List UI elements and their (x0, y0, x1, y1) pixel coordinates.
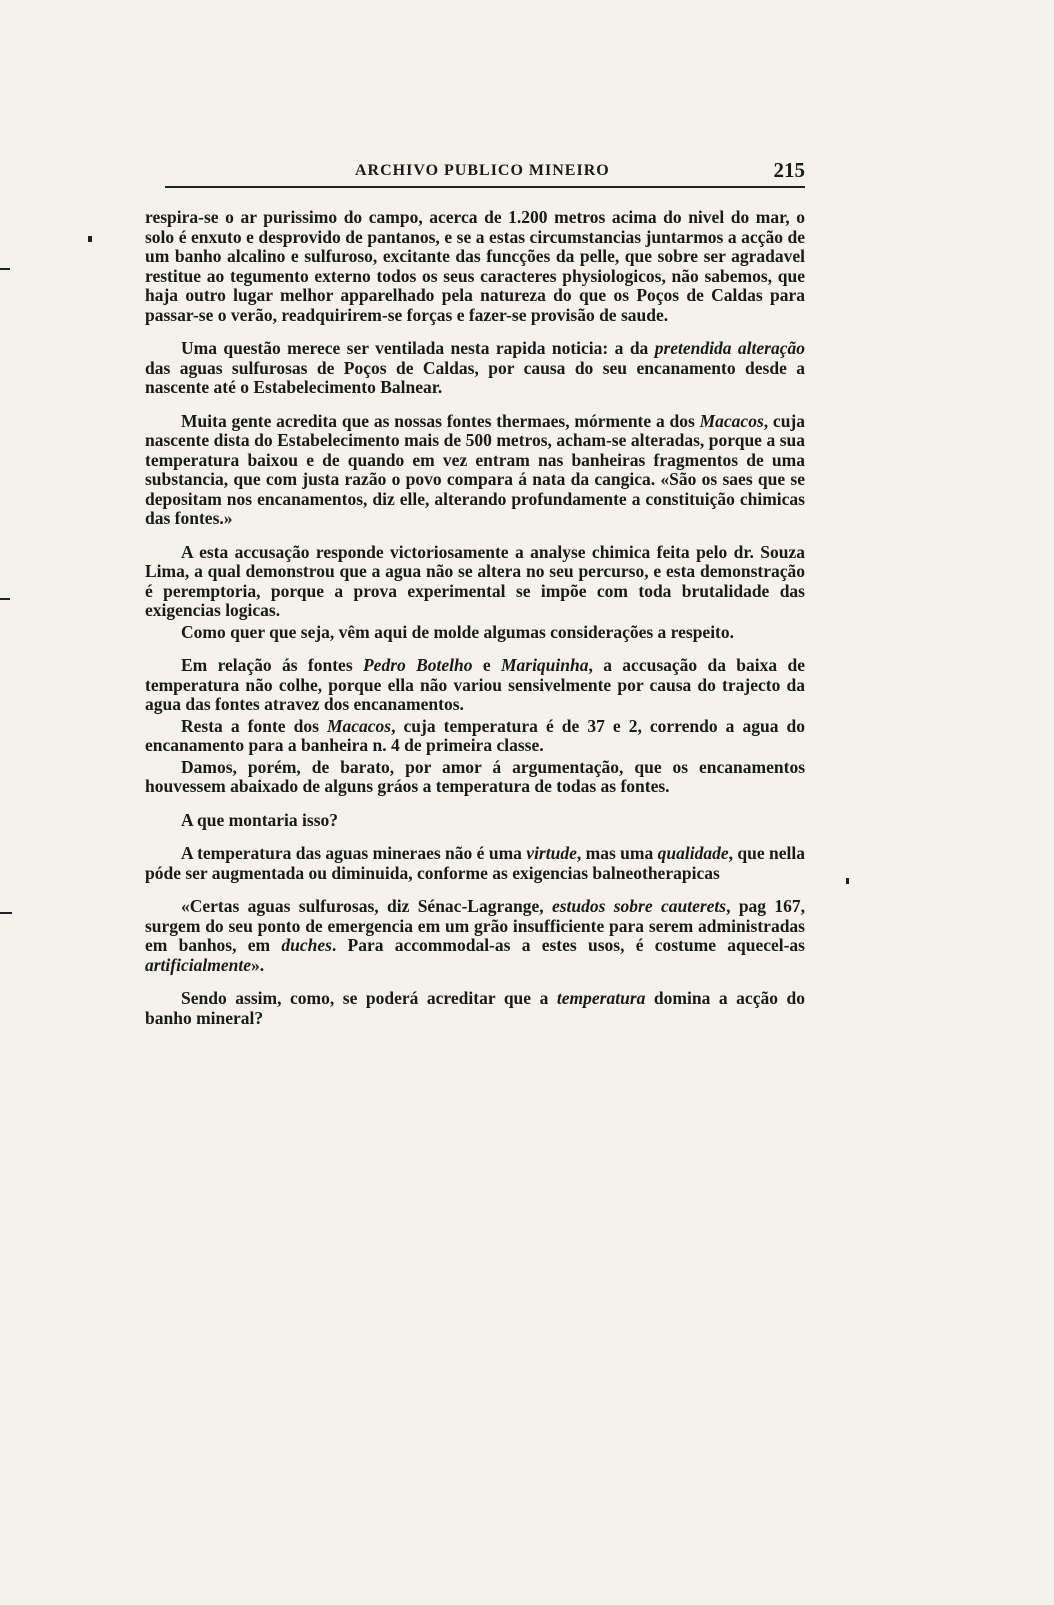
paragraph (145, 897, 805, 975)
text-run: A temperatura das aguas mineraes não é uma (181, 843, 527, 863)
paragraph (145, 989, 805, 1028)
margin-mark (0, 268, 10, 270)
text-run: Muita gente acredita que as nossas fontes thermaes, mórmente a dos (181, 410, 700, 431)
text-run: , a accusação da baixa de temperatura não colhe, porque ella não variou sensivelmente por causa do trajecto da agua das fontes atravez dos encanamentos. (145, 655, 805, 714)
italic-text: estudos sobre cauterets (551, 896, 727, 916)
text-run: domina a acção do banho mineral? (145, 988, 805, 1028)
paragraph (145, 623, 805, 643)
text-run: e (472, 655, 501, 675)
text-run: . Para accommodal-as a estes usos, é costume aquecel-as (331, 935, 805, 955)
text-run: respira-se o ar purissimo do campo, acerca de 1.200 metros acima do nivel do mar, o solo é enxuto e desprovido de pantanos, e se a estas circumstancias juntarmos a acção de um banho alcalino e sulfuroso, excitante das funcções da pelle, que sobre ser agradavel restitue ao tegumento externo todos os seus caracteres physiologicos, não sabemos, que haja outro lugar melhor apparelhado pela natureza do que os Poços de Caldas para passar-se o verão, readquirirem-se forças e fazer-se provisão de saude. (145, 207, 805, 325)
italic-text: duches (281, 935, 332, 955)
margin-dot (88, 236, 92, 242)
text-run: , cuja nascente dista do Estabelecimento mais de 500 metros, acham-se alteradas, porque a sua temperatura baixou e de quando em vez entram nas banheiras fragmentos de uma substancia, que com justa razão o povo compara á nata da cangica. «São os saes que se depositam nos encanamentos, diz elle, alterando profundamente a constituição chimicas das fontes.» (145, 410, 806, 528)
italic-text: pretendida alteração (654, 338, 806, 358)
paragraph (145, 339, 805, 398)
paragraph (145, 543, 805, 621)
margin-mark (0, 598, 10, 600)
text-run: Como quer que seja, vêm aqui de molde algumas considerações a respeito. (181, 621, 735, 642)
text-run: , que nella póde ser augmentada ou diminuida, conforme as exigencias balneotherapicas (145, 843, 805, 883)
text-run: A que montaria isso? (181, 809, 339, 830)
paragraph (145, 656, 805, 715)
italic-text: virtude (526, 843, 577, 863)
body-text (145, 208, 805, 1042)
text-run: ». (250, 954, 265, 975)
margin-mark (0, 912, 12, 914)
text-run: «Certas aguas sulfurosas, diz Sénac-Lagrange, (181, 896, 552, 916)
paragraph (145, 412, 805, 529)
paragraph (145, 758, 805, 797)
italic-text: Macacos (699, 410, 764, 431)
text-run: , mas uma (576, 843, 658, 863)
italic-text: qualidade (657, 843, 729, 863)
running-header (165, 158, 805, 186)
paragraph (145, 717, 805, 756)
margin-dot (846, 878, 849, 884)
header-rule (165, 186, 805, 188)
text-run: , cuja temperatura é de 37 e 2, correndo a agua do encanamento para a banheira n. 4 de primeira classe. (145, 715, 805, 755)
italic-text: Mariquinha (500, 655, 589, 675)
paragraph (145, 844, 805, 883)
italic-text: Macacos (326, 715, 392, 736)
italic-text: artificialmente (145, 954, 251, 975)
text-run: Damos, porém, de barato, por amor á argumentação, que os encanamentos houvessem abaixado de alguns gráos a temperatura de todas as fontes. (145, 756, 805, 796)
text-run: Sendo assim, como, se poderá acreditar que a (181, 988, 557, 1008)
text-run: , pag 167, surgem do seu ponto de emergencia em um grão insufficiente para serem administradas em banhos, em (145, 896, 806, 955)
text-run: Uma questão merece ser ventilada nesta rapida noticia: a da (181, 338, 655, 358)
text-run: Resta a fonte dos (181, 715, 327, 736)
header-title: ARCHIVO PUBLICO MINEIRO (355, 162, 610, 179)
text-run: Em relação ás fontes (181, 655, 363, 675)
text-run: das aguas sulfurosas de Poços de Caldas, por causa do seu encanamento desde a nascente até o Estabelecimento Balnear. (145, 357, 805, 397)
paragraph (145, 811, 805, 831)
italic-text: Pedro Botelho (362, 655, 473, 675)
text-run: A esta accusação responde victoriosamente a analyse chimica feita pelo dr. Souza Lima, a qual demonstrou que a agua não se altera no seu percurso, e esta demonstração é peremptoria, porque a prova experimental se impõe com toda brutalidade das exigencias logicas. (145, 541, 805, 620)
paragraph (145, 208, 805, 325)
page-number: 215 (773, 158, 805, 182)
italic-text: temperatura (556, 988, 646, 1008)
